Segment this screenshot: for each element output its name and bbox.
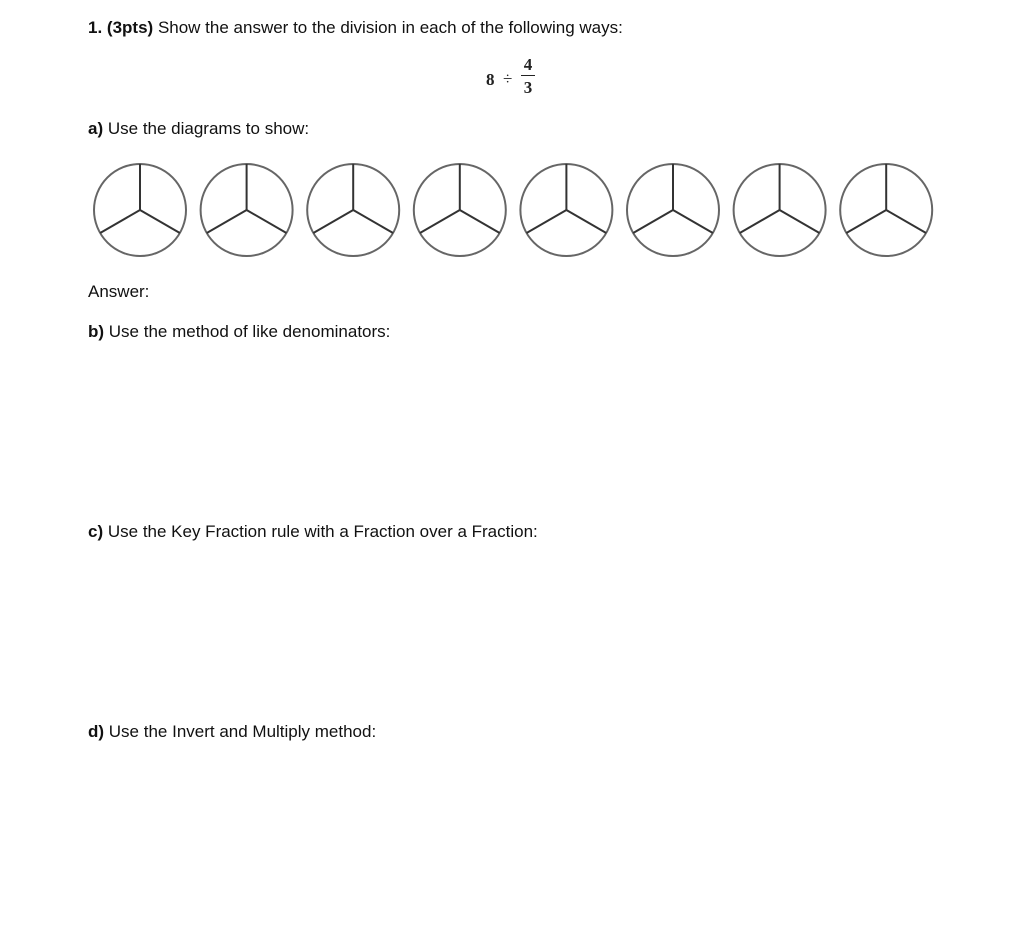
circle-divider-line: [460, 210, 500, 233]
divisor-fraction: [521, 55, 535, 97]
fraction-circle: [94, 164, 186, 256]
question-text: Show the answer to the division in each of the following ways:: [157, 18, 623, 37]
part-b-label: b): [88, 322, 105, 341]
circle-divider-line: [100, 210, 140, 233]
part-d-text: Use the Invert and Multiply method:: [108, 722, 377, 741]
circle-divider-line: [673, 210, 713, 233]
question-number: 1.: [88, 18, 103, 37]
circle-diagram-svg: [92, 158, 940, 262]
part-d-prompt: [88, 722, 376, 742]
circle-divider-line: [886, 210, 926, 233]
circle-divider-line: [140, 210, 180, 233]
circle-divider-line: [740, 210, 780, 233]
circle-divider-line: [633, 210, 673, 233]
fraction-circle: [414, 164, 506, 256]
expression-dividend: 8: [486, 70, 495, 89]
circle-divider-line: [207, 210, 247, 233]
circle-divider-line: [780, 210, 820, 233]
circle-divider-line: [420, 210, 460, 233]
answer-label: Answer:: [88, 282, 150, 301]
fraction-circle: [734, 164, 826, 256]
part-c-text: Use the Key Fraction rule with a Fraction over a Fraction:: [107, 522, 538, 541]
part-a-label: a): [88, 119, 104, 138]
division-operator: ÷: [503, 69, 513, 88]
fraction-circle: [840, 164, 932, 256]
fraction-numerator: 4: [523, 55, 533, 74]
part-a-text: Use the diagrams to show:: [107, 119, 310, 138]
part-c-prompt: [88, 522, 538, 542]
fraction-circle: [201, 164, 293, 256]
circle-divider-line: [353, 210, 393, 233]
circle-divider-line: [247, 210, 287, 233]
circle-divider-line: [846, 210, 886, 233]
circle-divider-line: [313, 210, 353, 233]
circle-divider-line: [527, 210, 567, 233]
fraction-denominator: 3: [523, 78, 533, 97]
part-c-label: c): [88, 522, 104, 541]
fraction-bar: [521, 75, 535, 76]
part-d-label: d): [88, 722, 105, 741]
part-a-prompt: [88, 119, 309, 139]
circle-divider-line: [566, 210, 606, 233]
question-points: (3pts): [106, 18, 154, 37]
question-title: [88, 18, 623, 38]
fraction-circle: [520, 164, 612, 256]
part-b-prompt: [88, 322, 390, 342]
fraction-circle: [627, 164, 719, 256]
part-b-text: Use the method of like denominators:: [108, 322, 391, 341]
fraction-circle: [307, 164, 399, 256]
fraction-circle-diagrams: [92, 158, 940, 262]
